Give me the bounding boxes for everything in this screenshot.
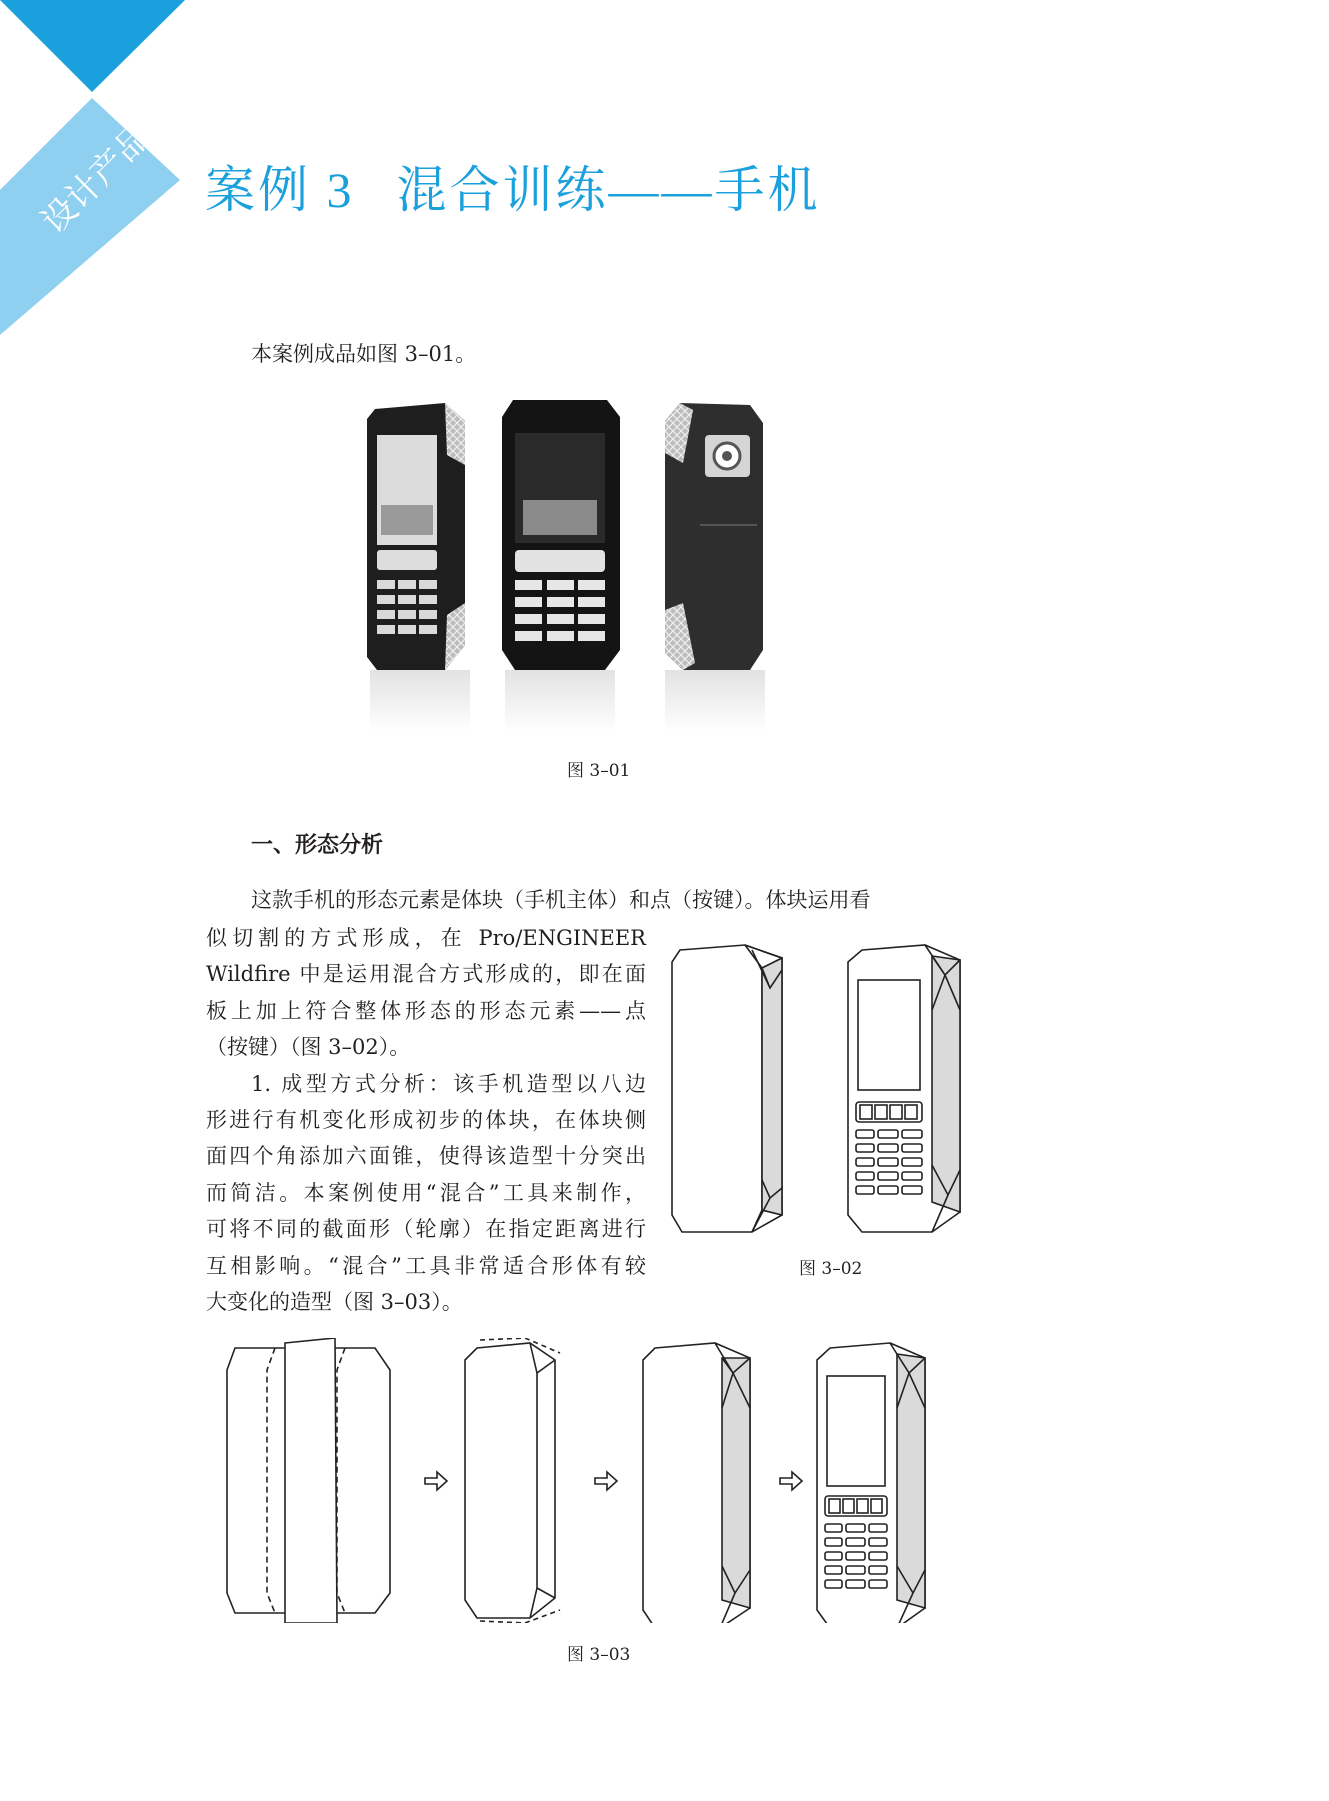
text-line: 大变化的造型（图 3–03）。 bbox=[206, 1289, 463, 1314]
corner-dark-triangle bbox=[0, 0, 185, 92]
text-line: 而简洁。本案例使用“混合”工具来制作， bbox=[206, 1180, 646, 1205]
arrow-right-icon bbox=[780, 1472, 802, 1490]
corner-logo-text: 设计产品 bbox=[33, 117, 159, 242]
figure-3-02-caption: 图 3–02 bbox=[799, 1259, 863, 1279]
title-main: 混合训练——手机 bbox=[396, 162, 821, 218]
step4-phone-final bbox=[817, 1343, 925, 1623]
step2-blend-body bbox=[465, 1338, 560, 1623]
wrapped-paragraph bbox=[206, 920, 646, 1320]
intro-text: 本案例成品如图 3–01。 bbox=[251, 342, 477, 366]
text-line: 面四个角添加六面锥，使得该造型十分突出 bbox=[206, 1144, 646, 1169]
figure-3-02-drawing bbox=[670, 940, 990, 1240]
title-case-number: 案例 3 bbox=[205, 162, 355, 218]
blank-body-sketch bbox=[672, 945, 782, 1232]
text-line: 1. 成型方式分析：该手机造型以八边 bbox=[251, 1071, 646, 1096]
corner-decoration bbox=[0, 0, 200, 340]
section-heading: 一、形态分析 bbox=[251, 833, 384, 858]
arrow-right-icon bbox=[425, 1472, 447, 1490]
text-line: 可将不同的截面形（轮廓）在指定距离进行 bbox=[206, 1217, 646, 1242]
paragraph-first-line: 这款手机的形态元素是体块（手机主体）和点（按键）。体块运用看 bbox=[251, 888, 871, 912]
text-line: 形进行有机变化形成初步的体块，在体块侧 bbox=[206, 1107, 646, 1132]
figure-3-03-caption: 图 3–03 bbox=[567, 1645, 631, 1665]
phone-back-view bbox=[665, 403, 765, 732]
page-title bbox=[205, 150, 821, 222]
text-line: 互相影响。“混合”工具非常适合形体有较 bbox=[206, 1253, 646, 1278]
phone-front-view bbox=[502, 400, 620, 732]
arrow-right-icon bbox=[595, 1472, 617, 1490]
figure-3-01-caption: 图 3–01 bbox=[567, 761, 631, 781]
text-line: 似切割的方式形成，在 Pro/ENGINEER bbox=[206, 926, 646, 950]
phone-line-drawing bbox=[848, 945, 960, 1232]
text-line: （按键）（图 3–02）。 bbox=[206, 1035, 411, 1060]
text-line: 板上加上符合整体形态的形态元素——点 bbox=[206, 998, 646, 1023]
phone-photo-figure bbox=[365, 395, 825, 740]
step3-faceted-body bbox=[643, 1343, 750, 1623]
figure-3-03-drawing bbox=[225, 1338, 1005, 1623]
step1-blend-sections bbox=[227, 1338, 390, 1623]
phone-left-view bbox=[367, 403, 470, 732]
text-line: Wildfire 中是运用混合方式形成的，即在面 bbox=[206, 962, 646, 987]
corner-light-band bbox=[0, 98, 180, 335]
